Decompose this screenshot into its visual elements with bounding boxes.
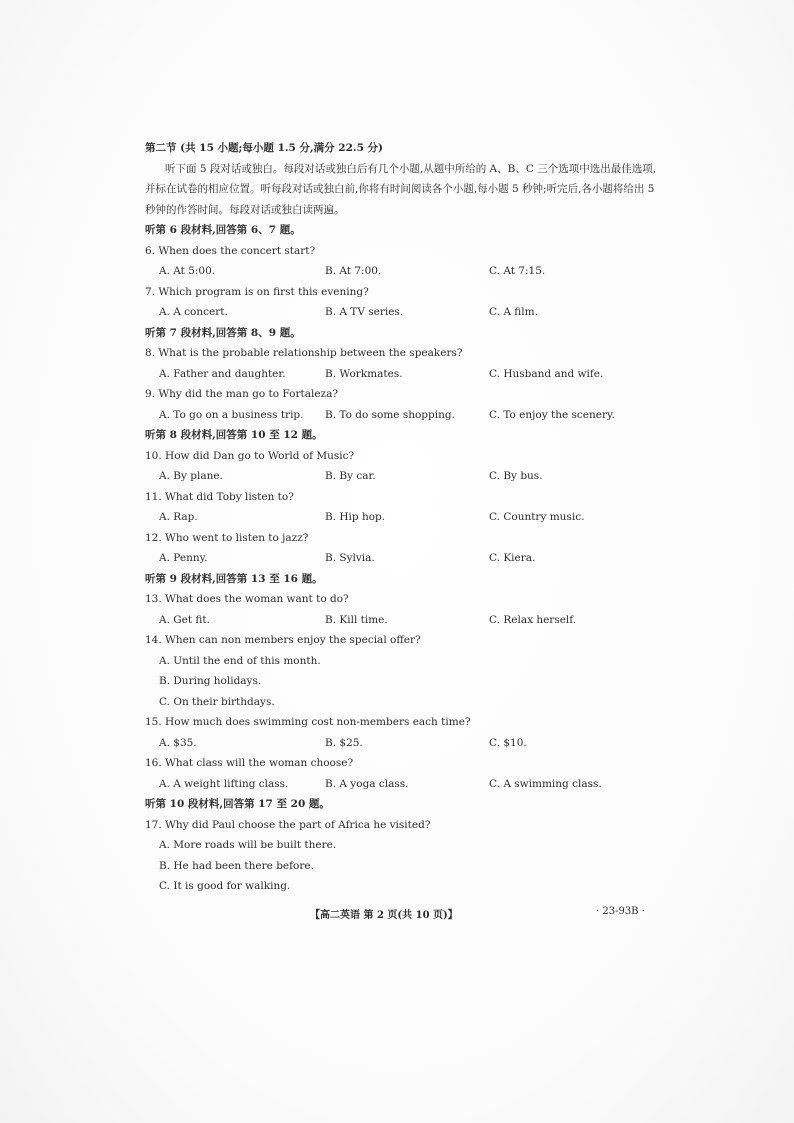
answer-option-c: C. To enjoy the scenery. (489, 408, 615, 421)
materials-list (145, 220, 665, 897)
question-stem: 9. Why did the man go to Fortaleza? (145, 388, 338, 400)
section-scoring: (共 15 小题;每小题 1.5 分,满分 22.5 分) (180, 142, 384, 154)
answer-option-b: B. During holidays. (159, 675, 262, 687)
answer-option-b: B. Workmates. (325, 367, 403, 380)
answer-option-a: A. A weight lifting class. (159, 777, 289, 790)
answer-option-c: C. A film. (489, 306, 538, 318)
answer-option-a: A. By plane. (159, 470, 223, 482)
question-stem: 13. What does the woman want to do? (145, 593, 349, 605)
answer-option-c: C. At 7:15. (489, 265, 546, 277)
answer-option-c: C. On their birthdays. (159, 695, 275, 708)
options-row (145, 466, 665, 487)
answer-option-c: C. Husband and wife. (489, 367, 604, 380)
question-stem: 17. Why did Paul choose the part of Africa he visited? (145, 818, 431, 831)
answer-option-c: C. $10. (489, 736, 527, 749)
answer-option-a: A. To go on a business trip. (159, 408, 304, 421)
question-stem: 16. What class will the woman choose? (145, 757, 354, 769)
answer-option-b: B. Sylvia. (325, 552, 375, 564)
answer-option-b: B. A TV series. (325, 306, 404, 318)
answer-option-b: B. To do some shopping. (325, 408, 455, 421)
options-row (145, 507, 665, 528)
options-row (145, 302, 665, 323)
question-stem: 11. What did Toby listen to? (145, 490, 294, 503)
page-footer (0, 906, 794, 924)
answer-option-b: B. At 7:00. (325, 265, 382, 277)
answer-option-c: C. By bus. (489, 470, 543, 482)
question-stem: 8. What is the probable relationship between the speakers? (145, 347, 463, 359)
material-header: 听第 8 段材料,回答第 10 至 12 题。 (145, 429, 323, 441)
answer-option-c: C. It is good for walking. (159, 880, 291, 892)
options-row (145, 548, 665, 569)
section-instructions: 听下面 5 段对话或独白。每段对话或独白后有几个小题,从题中所给的 A、B、C 三个选项中选出最佳选项,并标在试卷的相应位置。听每段对话或独白前,你将有时间阅读各个小题,每小题 5 秒钟;听完后,各小题将给出 5 秒钟的作答时间。每段对话或独白读两遍。 (145, 162, 657, 216)
options-row (145, 774, 665, 795)
material-header: 听第 6 段材料,回答第 6、7 题。 (145, 224, 301, 236)
question-stem: 15. How much does swimming cost non-members each time? (145, 716, 471, 728)
answer-option-b: B. By car. (325, 470, 376, 482)
question-stem: 7. Which program is on first this evening? (145, 285, 369, 298)
answer-option-a: A. $35. (159, 736, 197, 749)
answer-option-a: A. Father and daughter. (159, 367, 286, 380)
answer-option-b: B. Hip hop. (325, 511, 386, 523)
answer-option-a: A. Rap. (159, 511, 198, 523)
material-header: 听第 7 段材料,回答第 8、9 题。 (145, 326, 301, 339)
answer-option-b: B. He had been there before. (159, 859, 314, 872)
material-header: 听第 9 段材料,回答第 13 至 16 题。 (145, 572, 323, 585)
answer-option-a: A. At 5:00. (159, 265, 216, 277)
answer-option-c: C. Country music. (489, 511, 585, 523)
options-row (145, 610, 665, 631)
answer-option-a: A. More roads will be built there. (159, 839, 337, 851)
answer-option-c: C. Kiera. (489, 552, 536, 564)
answer-option-b: B. A yoga class. (325, 777, 409, 790)
options-row (145, 364, 665, 385)
listening-section (145, 138, 665, 897)
section-header (145, 138, 665, 159)
answer-option-b: B. $25. (325, 736, 363, 749)
answer-option-c: C. Relax herself. (489, 613, 577, 626)
paper-code: · 23-93B · (596, 906, 645, 917)
section-title: 第二节 (145, 142, 177, 154)
answer-option-c: C. A swimming class. (489, 777, 602, 790)
answer-option-a: A. A concert. (159, 306, 228, 318)
answer-option-a: A. Until the end of this month. (159, 654, 321, 667)
question-stem: 14. When can non members enjoy the special offer? (145, 634, 421, 646)
material-header: 听第 10 段材料,回答第 17 至 20 题。 (145, 798, 330, 810)
question-stem: 10. How did Dan go to World of Music? (145, 449, 355, 462)
page-number-label: 【高二英语 第 2 页(共 10 页)】 (310, 910, 458, 921)
answer-option-a: A. Get fit. (159, 613, 210, 626)
options-row (145, 733, 665, 754)
answer-option-b: B. Kill time. (325, 613, 388, 626)
options-row (145, 261, 665, 282)
answer-option-a: A. Penny. (159, 552, 208, 564)
options-row (145, 405, 665, 426)
question-stem: 12. Who went to listen to jazz? (145, 531, 309, 544)
question-stem: 6. When does the concert start? (145, 244, 316, 257)
